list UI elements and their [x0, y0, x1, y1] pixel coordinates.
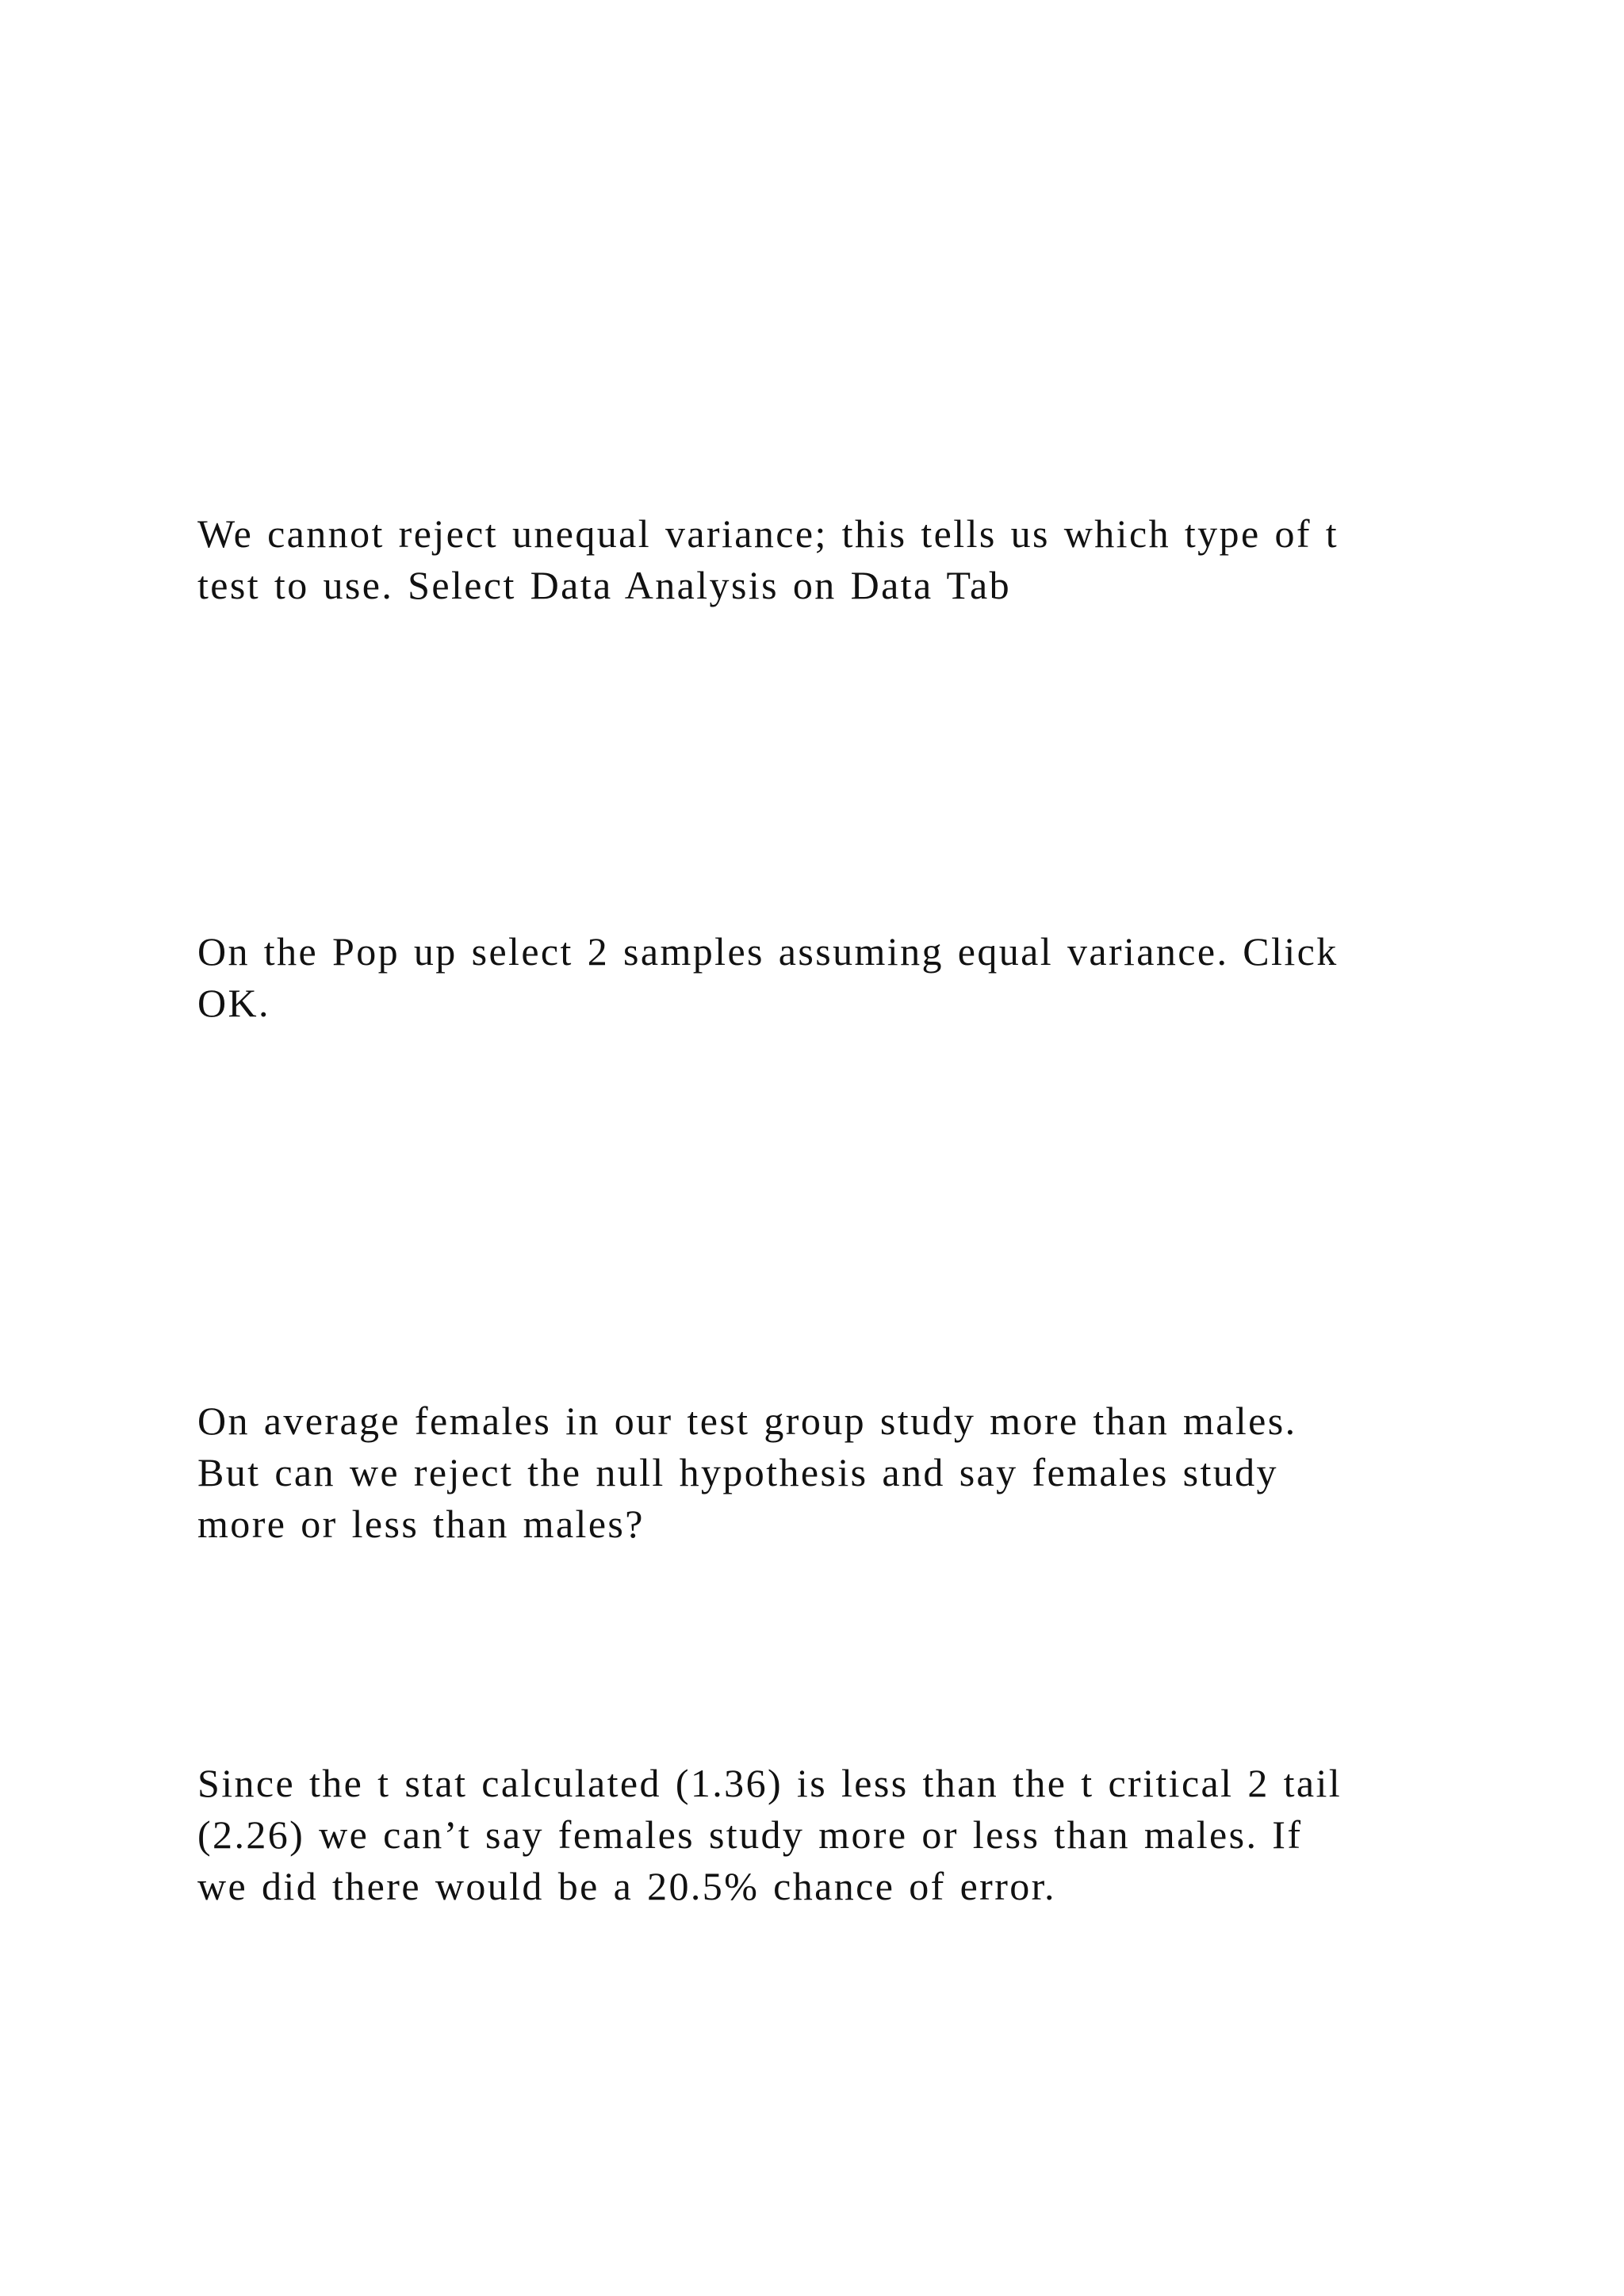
paragraph-line: we did there would be a 20.5% chance of error. [197, 1864, 1056, 1908]
paragraph-line: (2.26) we can’t say females study more or less than males. If [197, 1812, 1303, 1857]
paragraph-conclusion [197, 1758, 1434, 1912]
paragraph-line: OK. [197, 981, 270, 1025]
paragraph-line: We cannot reject unequal variance; this tells us which type of t [197, 511, 1339, 556]
paragraph-unequal-variance [197, 508, 1434, 611]
paragraph-line: Since the t stat calculated (1.36) is less than the t critical 2 tail [197, 1761, 1342, 1805]
paragraph-popup-instructions [197, 926, 1434, 1029]
paragraph-line: test to use. Select Data Analysis on Data Tab [197, 563, 1011, 607]
paragraph-line: On average females in our test group study more than males. [197, 1399, 1297, 1443]
paragraph-line: more or less than males? [197, 1502, 645, 1546]
paragraph-average-comparison [197, 1395, 1434, 1550]
paragraph-line: But can we reject the null hypothesis and say females study [197, 1450, 1278, 1494]
paragraph-line: On the Pop up select 2 samples assuming equal variance. Click [197, 929, 1339, 974]
